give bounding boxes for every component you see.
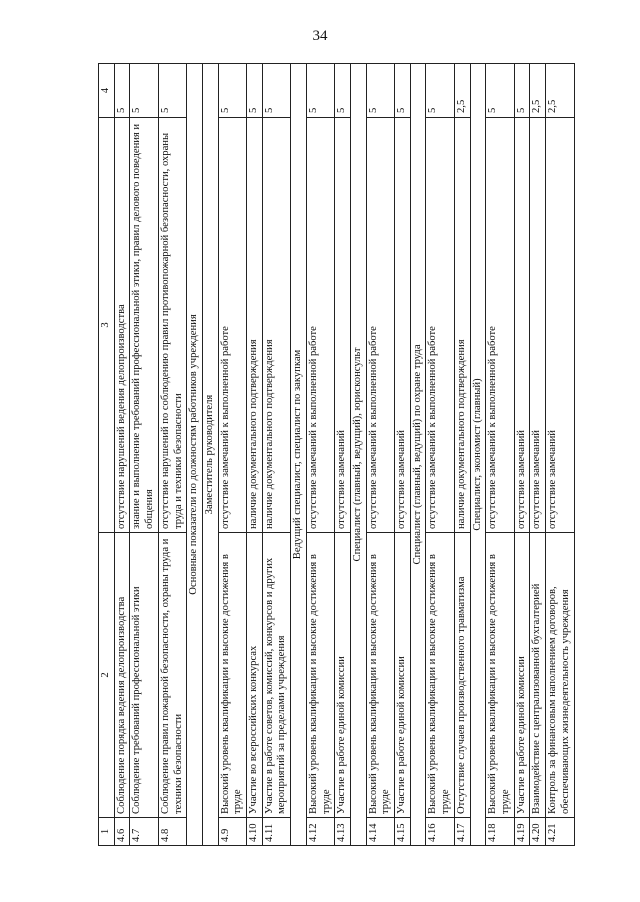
indicator-cell: отсутствие замечаний [546,118,574,533]
header-cell: 1 [99,818,115,846]
section-title: Основные показатели по должностям работников учреждения [187,64,203,846]
table-row [366,64,394,846]
table-row [546,64,574,846]
section-row [470,64,486,846]
points-cell: 2,5 [546,64,574,118]
table-row [454,64,470,846]
criterion-cell: Высокий уровень квалификации и высокие достижения в труде [366,533,394,818]
indicator-cell: отсутствие замечаний [514,118,530,533]
indicator-cell: отсутствие замечаний [335,118,351,533]
criterion-cell: Участие в работе единой комиссии [335,533,351,818]
header-cell: 2 [99,533,115,818]
criterion-cell: Высокий уровень квалификации и высокие достижения в труде [306,533,334,818]
row-number: 4.21 [546,818,574,846]
row-number: 4.11 [262,818,290,846]
section-row [202,64,218,846]
indicator-cell: отсутствие замечаний к выполненной работе [306,118,334,533]
table-body [114,64,574,846]
section-row [350,64,366,846]
points-cell: 5 [426,64,454,118]
criterion-cell: Участие в работе советов, комиссий, конкурсов и других мероприятий за пределами учреждения [262,533,290,818]
indicator-cell: отсутствие замечаний к выполненной работе [486,118,514,533]
points-cell: 5 [262,64,290,118]
table-header-row [99,64,115,846]
row-number: 4.18 [486,818,514,846]
section-row [291,64,307,846]
points-cell: 5 [218,64,246,118]
indicator-cell: знание и выполнение требований профессиональной этики, правил делового поведения и общения [130,118,158,533]
table-row [486,64,514,846]
points-cell: 2,5 [454,64,470,118]
table-row [395,64,411,846]
header-cell: 4 [99,64,115,118]
rotated-page-content [98,64,602,846]
indicator-cell: отсутствие нарушений по соблюдению правил противопожарной безопасности, охраны труда и техники безопасности [158,118,186,533]
page-number: 34 [312,28,328,44]
table-row [114,64,130,846]
row-number: 4.6 [114,818,130,846]
row-number: 4.7 [130,818,158,846]
row-number: 4.19 [514,818,530,846]
section-title: Ведущий специалист, специалист по закупкам [291,64,307,846]
criterion-cell: Высокий уровень квалификации и высокие достижения в труде [426,533,454,818]
row-number: 4.9 [218,818,246,846]
section-title: Специалист (главный, ведущий) по охране труда [410,64,426,846]
table-row [218,64,246,846]
table-row [306,64,334,846]
points-cell: 5 [366,64,394,118]
section-title: Специалист, экономист (главный) [470,64,486,846]
criterion-cell: Соблюдение правил пожарной безопасности, охраны труда и техники безопасности [158,533,186,818]
points-cell: 5 [514,64,530,118]
header-cell: 3 [99,118,115,533]
points-cell: 5 [114,64,130,118]
row-number: 4.13 [335,818,351,846]
row-number: 4.12 [306,818,334,846]
section-row [410,64,426,846]
points-cell: 5 [247,64,263,118]
table-row [262,64,290,846]
indicator-cell: отсутствие замечаний [395,118,411,533]
criterion-cell: Взаимодействие с централизованной бухгалтерией [530,533,546,818]
points-cell: 5 [395,64,411,118]
criterion-cell: Соблюдение порядка ведения делопроизводства [114,533,130,818]
points-cell: 2,5 [530,64,546,118]
indicator-cell: отсутствие нарушений ведения делопроизводства [114,118,130,533]
points-cell: 5 [158,64,186,118]
criterion-cell: Участие в работе единой комиссии [514,533,530,818]
indicator-cell: отсутствие замечаний [530,118,546,533]
table-row [514,64,530,846]
indicator-cell: наличие документального подтверждения [454,118,470,533]
row-number: 4.17 [454,818,470,846]
table-row [158,64,186,846]
table-row [335,64,351,846]
indicator-cell: отсутствие замечаний к выполненной работе [218,118,246,533]
indicator-cell: отсутствие замечаний к выполненной работе [366,118,394,533]
indicator-cell: наличие документального подтверждения [262,118,290,533]
points-cell: 5 [306,64,334,118]
table-row [247,64,263,846]
points-cell: 5 [130,64,158,118]
criterion-cell: Высокий уровень квалификации и высокие достижения в труде [218,533,246,818]
section-row [187,64,203,846]
points-cell: 5 [486,64,514,118]
section-title: Заместитель руководителя [202,64,218,846]
row-number: 4.14 [366,818,394,846]
criterion-cell: Участие во всероссийских конкурсах [247,533,263,818]
row-number: 4.8 [158,818,186,846]
criterion-cell: Отсутствие случаев производственного травматизма [454,533,470,818]
table-row [530,64,546,846]
points-cell: 5 [335,64,351,118]
row-number: 4.10 [247,818,263,846]
row-number: 4.15 [395,818,411,846]
row-number: 4.16 [426,818,454,846]
row-number: 4.20 [530,818,546,846]
criterion-cell: Высокий уровень квалификации и высокие достижения в труде [486,533,514,818]
indicator-cell: наличие документального подтверждения [247,118,263,533]
table-row [426,64,454,846]
criterion-cell: Участие в работе единой комиссии [395,533,411,818]
section-title: Специалист (главный, ведущий), юрисконсульт [350,64,366,846]
criterion-cell: Соблюдение требований профессиональной этики [130,533,158,818]
criterion-cell: Контроль за финансовым наполнением договоров, обеспечивающих жизнедеятельность учреждения [546,533,574,818]
indicator-cell: отсутствие замечаний к выполненной работе [426,118,454,533]
table-row [130,64,158,846]
criteria-table [98,63,575,846]
